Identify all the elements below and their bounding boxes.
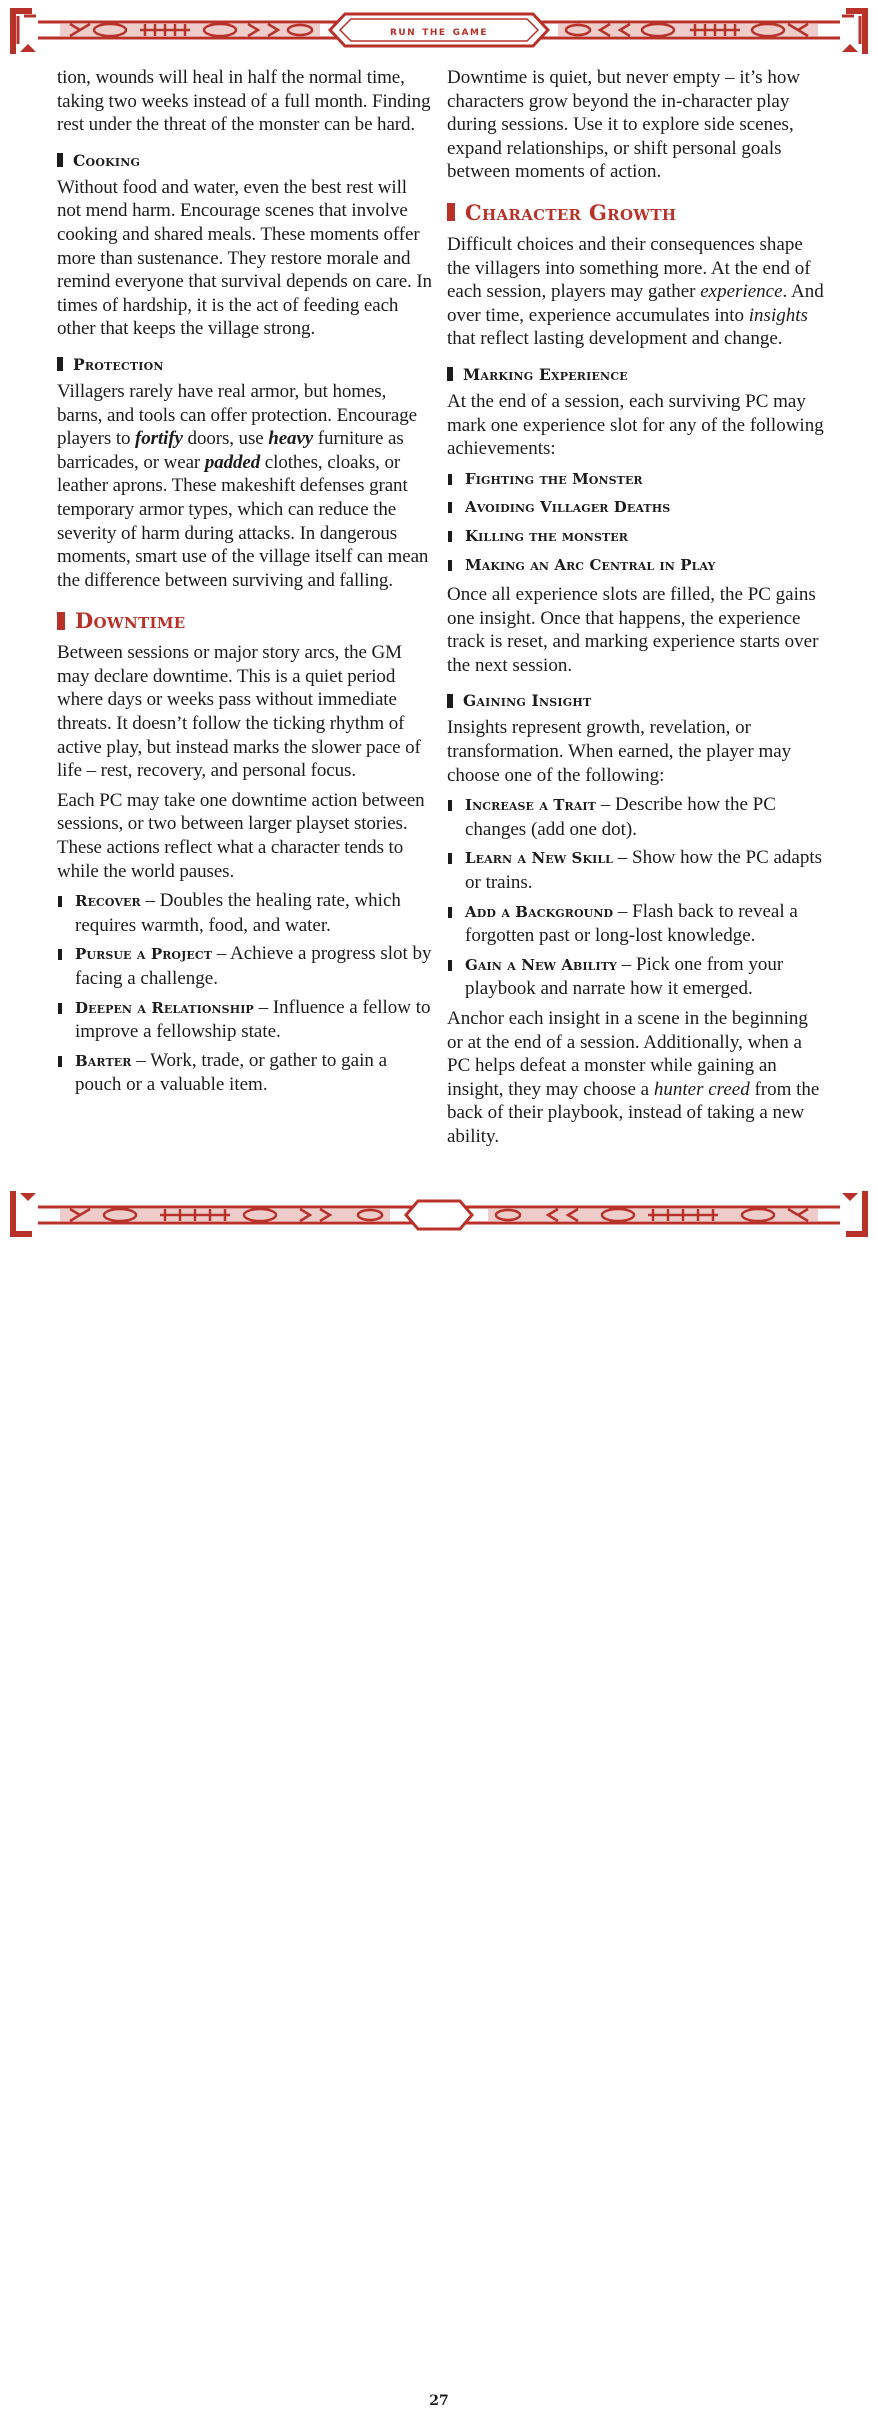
bullet-icon bbox=[58, 949, 62, 960]
gaining-insight-heading-text: Gaining Insight bbox=[463, 691, 592, 711]
character-growth-heading bbox=[447, 200, 825, 225]
protection-heading bbox=[57, 355, 433, 374]
keyword-insights: insights bbox=[748, 304, 808, 326]
option-term: Add a Background bbox=[465, 902, 614, 921]
action-term: Recover bbox=[75, 892, 141, 911]
left-intro-paragraph: tion, wounds will heal in half the normal time, taking two weeks instead of a full month. Finding rest under the threat of the monster can be hard. bbox=[57, 67, 431, 136]
growth-text-c: that reflect lasting development and change. bbox=[447, 328, 783, 350]
heading-marker-icon bbox=[447, 694, 453, 708]
list-item bbox=[57, 942, 433, 990]
marking-experience-heading bbox=[447, 365, 825, 384]
protection-paragraph bbox=[57, 380, 433, 592]
protection-text-d: clothes, cloaks, or leather aprons. These makeshift defenses grant temporary armor types, which can reduce the severity of harm during attacks. In dangerous moments, smart use of the village itself can mean the difference between surviving and falling. bbox=[57, 451, 429, 591]
growth-text-b: . And over time, experience accumulates into bbox=[447, 281, 824, 326]
protection-text-c: furniture as barricades, or wear bbox=[57, 428, 404, 473]
section-marker-icon bbox=[447, 203, 455, 221]
downtime-action-list bbox=[57, 889, 433, 1097]
insight-option-list bbox=[447, 793, 825, 1001]
bullet-icon bbox=[448, 960, 452, 971]
heading-marker-icon bbox=[57, 357, 63, 371]
heading-marker-icon bbox=[57, 153, 63, 167]
character-growth-paragraph bbox=[447, 233, 825, 351]
top-ornament-border bbox=[0, 0, 878, 60]
action-term: Pursue a Project bbox=[75, 945, 213, 964]
heading-marker-icon bbox=[447, 367, 453, 381]
page-number: 27 bbox=[429, 2393, 449, 2409]
right-column bbox=[447, 66, 825, 1155]
action-desc: – Doubles the healing rate, which requires warmth, food, and water. bbox=[75, 890, 401, 936]
achievement-term: Killing the monster bbox=[465, 526, 629, 545]
cooking-heading bbox=[57, 151, 433, 170]
achievement-term: Avoiding Villager Deaths bbox=[465, 498, 671, 517]
downtime-heading-text: Downtime bbox=[75, 608, 186, 634]
list-item bbox=[447, 553, 825, 578]
option-desc: – Pick one from your playbook and narrate how it emerged. bbox=[465, 953, 784, 1000]
list-item bbox=[447, 900, 825, 948]
bullet-icon bbox=[448, 474, 452, 485]
action-desc: – Achieve a progress slot by facing a challenge. bbox=[75, 943, 432, 989]
closing-text-a: Anchor each insight in a scene in the beginning or at the end of a session. Additionally, when a PC helps defeat a monster while gaining an insight, they may choose a bbox=[447, 1008, 808, 1100]
protection-text-a: Villagers rarely have real armor, but homes, barns, and tools can offer protection. Encourage players to bbox=[57, 380, 417, 450]
option-term: Increase a Trait bbox=[465, 796, 596, 815]
keyword-hunter-creed: hunter creed bbox=[653, 1078, 750, 1100]
action-desc: – Influence a fellow to improve a fellowship state. bbox=[75, 996, 431, 1043]
option-term: Learn a New Skill bbox=[465, 849, 614, 868]
list-item bbox=[447, 467, 825, 492]
insight-closing-paragraph bbox=[447, 1007, 825, 1149]
bullet-icon bbox=[58, 896, 62, 907]
bottom-ornament-border bbox=[0, 1185, 878, 2409]
list-item bbox=[447, 846, 825, 894]
keyword-padded: padded bbox=[204, 451, 261, 473]
action-desc: – Work, trade, or gather to gain a pouch or a valuable item. bbox=[75, 1049, 388, 1096]
list-item bbox=[57, 996, 433, 1044]
marking-after-paragraph: Once all experience slots are filled, the PC gains one insight. Once that happens, the experience track is reset, and marking experience starts over the next session. bbox=[447, 584, 819, 676]
list-item bbox=[447, 495, 825, 520]
downtime-paragraph-1: Between sessions or major story arcs, the GM may declare downtime. This is a quiet period where days or weeks pass without immediate threats. It doesn’t follow the ticking rhythm of active play, but instead marks the slower pace of life – rest, recovery, and personal focus. bbox=[57, 642, 421, 782]
list-item bbox=[57, 1049, 433, 1097]
bullet-icon bbox=[58, 1056, 62, 1067]
character-growth-heading-text: Character Growth bbox=[465, 199, 677, 225]
bullet-icon bbox=[448, 560, 452, 571]
list-item bbox=[447, 953, 825, 1001]
page-number-plate bbox=[412, 2386, 466, 2416]
list-item bbox=[57, 889, 433, 937]
bottom-ornament-icon bbox=[0, 1185, 878, 1245]
option-desc: – Flash back to reveal a forgotten past or long-lost knowledge. bbox=[465, 900, 798, 947]
bullet-icon bbox=[448, 800, 452, 811]
marking-experience-heading-text: Marking Experience bbox=[463, 364, 628, 384]
closing-text-b: from the back of their playbook, instead of taking a new ability. bbox=[447, 1078, 820, 1147]
list-item bbox=[447, 524, 825, 549]
option-desc: – Show how the PC adapts or trains. bbox=[465, 847, 823, 894]
keyword-experience: experience bbox=[700, 281, 783, 303]
list-item bbox=[447, 793, 825, 841]
bullet-icon bbox=[448, 907, 452, 918]
action-term: Deepen a Relationship bbox=[75, 998, 254, 1017]
downtime-heading bbox=[57, 608, 433, 633]
bullet-icon bbox=[448, 502, 452, 513]
protection-heading-text: Protection bbox=[73, 354, 164, 374]
gaining-insight-paragraph: Insights represent growth, revelation, or transformation. When earned, the player may choose one of the following: bbox=[447, 717, 792, 786]
marking-experience-paragraph: At the end of a session, each surviving PC may mark one experience slot for any of the following achievements: bbox=[447, 390, 824, 460]
page-header-title: run the game bbox=[389, 23, 489, 39]
downtime-paragraph-2: Each PC may take one downtime action between sessions, or two between larger playset stories. These actions reflect what a character tends to while the world pauses. bbox=[57, 789, 425, 882]
left-column bbox=[57, 66, 433, 1103]
protection-text-b: doors, use bbox=[182, 428, 269, 450]
cooking-heading-text: Cooking bbox=[73, 150, 141, 170]
bullet-icon bbox=[58, 1003, 62, 1014]
keyword-heavy: heavy bbox=[268, 428, 314, 450]
achievement-list bbox=[447, 467, 825, 577]
option-term: Gain a New Ability bbox=[465, 955, 617, 974]
option-desc: – Describe how the PC changes (add one dot). bbox=[465, 794, 776, 840]
gaining-insight-heading bbox=[447, 691, 825, 710]
cooking-paragraph: Without food and water, even the best rest will not mend harm. Encourage scenes that involve cooking and shared meals. These moments offer more than sustenance. They restore morale and remind everyone that survival depends on care. In times of hardship, it is the act of feeding each other that keeps the village strong. bbox=[57, 176, 432, 340]
achievement-term: Fighting the Monster bbox=[465, 469, 643, 488]
bullet-icon bbox=[448, 531, 452, 542]
header-plate bbox=[339, 14, 539, 48]
bullet-icon bbox=[448, 853, 452, 864]
keyword-fortify: fortify bbox=[135, 428, 183, 450]
action-term: Barter bbox=[75, 1051, 132, 1070]
section-marker-icon bbox=[57, 612, 65, 630]
growth-text-a: Difficult choices and their consequences shape the villagers into something more. At the end of each session, players may gather bbox=[447, 233, 811, 303]
right-intro-paragraph: Downtime is quiet, but never empty – it’s how characters grow beyond the in-character play during sessions. Use it to explore side scenes, expand relationships, or shift personal goals between moments of action. bbox=[447, 67, 801, 183]
achievement-term: Making an Arc Central in Play bbox=[465, 555, 716, 574]
